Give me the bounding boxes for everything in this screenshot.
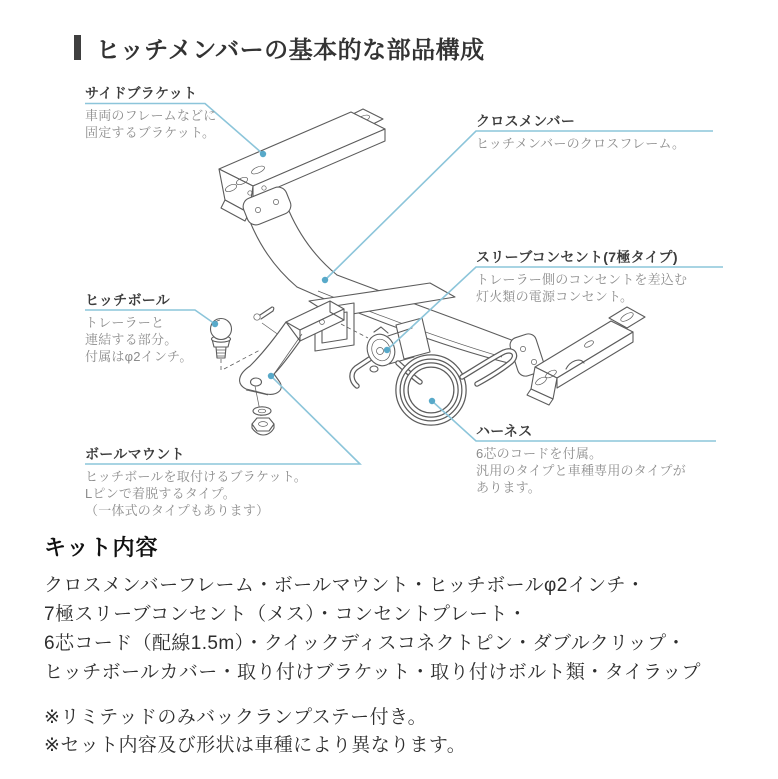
callout-description: トレーラーと 連結する部分。 付属はφ2インチ。 bbox=[85, 315, 193, 364]
callout-sleeve-outlet bbox=[476, 249, 687, 305]
callout-side-bracket bbox=[85, 85, 216, 141]
kit-line: ヒッチボールカバー・取り付けブラケット・取り付けボルト類・タイラップ bbox=[44, 662, 701, 683]
kit-heading: キット内容 bbox=[44, 535, 159, 560]
leader-dot-cross-member bbox=[322, 277, 328, 283]
leader-dot-side-bracket bbox=[260, 151, 266, 157]
leader-dot-hitch-ball bbox=[212, 321, 218, 327]
callout-description: ヒッチボールを取付けるブラケット。 Lピンで着脱するタイプ。 （一体式のタイプもあります） bbox=[85, 469, 307, 518]
callout-description: 6芯のコードを付属。 汎用のタイプと車種専用のタイプが あります。 bbox=[476, 446, 686, 495]
callout-label: ヒッチボール bbox=[85, 292, 171, 308]
right-side-bracket-drawing bbox=[527, 307, 645, 405]
callout-cross-member bbox=[476, 113, 685, 152]
page-title bbox=[74, 30, 485, 65]
kit-line: クロスメンバーフレーム・ボールマウント・ヒッチボールφ2インチ・ bbox=[44, 575, 646, 596]
kit-note: ※リミテッドのみバックランプステー付き。 bbox=[44, 707, 428, 728]
callout-label: ハーネス bbox=[476, 423, 533, 439]
kit-notes bbox=[44, 704, 754, 760]
callout-hitch-ball bbox=[85, 292, 193, 365]
callout-ball-mount bbox=[85, 446, 307, 519]
callout-label: ボールマウント bbox=[85, 446, 185, 462]
callout-label: クロスメンバー bbox=[476, 113, 576, 129]
title-bar-mark bbox=[74, 35, 81, 60]
callout-description: ヒッチメンバーのクロスフレーム。 bbox=[476, 136, 686, 151]
leader-dot-ball-mount bbox=[268, 373, 274, 379]
harness-coil-drawing bbox=[398, 351, 515, 423]
leader-dot-sleeve-outlet bbox=[384, 347, 390, 353]
callout-label: サイドブラケット bbox=[85, 85, 198, 101]
callout-description: トレーラー側のコンセントを差込む 灯火類の電源コンセント。 bbox=[476, 272, 688, 304]
callout-description: 車両のフレームなどに 固定するブラケット。 bbox=[85, 108, 217, 140]
kit-line: 6芯コード（配線1.5m）・クイックディスコネクトピン・ダブルクリップ・ bbox=[44, 633, 686, 654]
callout-harness bbox=[476, 423, 686, 496]
title-text: ヒッチメンバーの基本的な部品構成 bbox=[96, 37, 485, 64]
kit-note: ※セット内容及び形状は車種により異なります。 bbox=[44, 735, 467, 756]
callout-label: スリーブコンセント(7極タイプ) bbox=[476, 249, 678, 265]
leader-dot-harness bbox=[429, 398, 435, 404]
kit-line: 7極スリーブコンセント（メス）・コンセントプレート・ bbox=[44, 604, 528, 625]
kit-contents-section bbox=[44, 531, 754, 760]
